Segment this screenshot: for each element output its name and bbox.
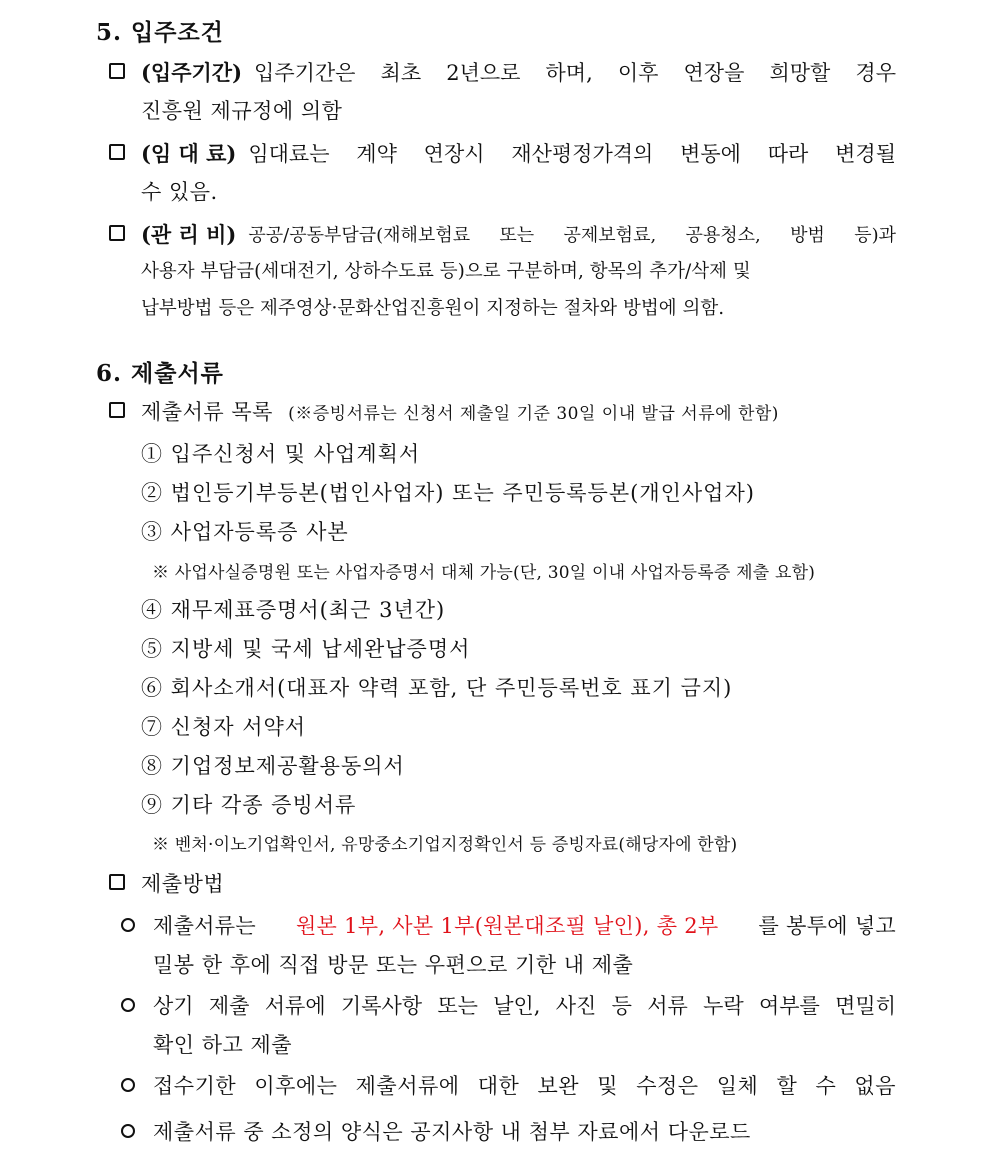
checkbox-square-icon — [109, 874, 125, 890]
method-1-line — [153, 910, 896, 940]
maintenance-fee-text: 공공/공동부담금(재해보험료 또는 공제보험료, 공용청소, 방범 등)과 — [248, 225, 896, 246]
rent-label: (임 대 료) — [141, 141, 237, 166]
document-item-1: ① 입주신청서 및 사업계획서 — [141, 442, 421, 466]
occupancy-period-line — [141, 57, 896, 87]
method-1-highlight: 원본 1부, 사본 1부(원본대조필 날인), 총 2부 — [295, 914, 719, 938]
document-item-5: ⑤ 지방세 및 국세 납세완납증명서 — [141, 637, 471, 661]
occupancy-period-text: 입주기간은 최초 2년으로 하며, 이후 연장을 희망할 경우 — [254, 61, 896, 85]
circle-bullet-icon — [121, 918, 135, 932]
document-item-7: ⑦ 신청자 서약서 — [141, 715, 307, 739]
occupancy-period-label: (입주기간) — [141, 60, 243, 85]
document-list-note: (※증빙서류는 신청서 제출일 기준 30일 이내 발급 서류에 한함) — [288, 404, 779, 424]
occupancy-period-text-2: 진흥원 제규정에 의함 — [141, 99, 343, 123]
document-item-9: ⑨ 기타 각종 증빙서류 — [141, 793, 357, 817]
circle-bullet-icon — [121, 998, 135, 1012]
method-1-pre: 제출서류는 — [153, 914, 256, 938]
method-2-line-2: 확인 하고 제출 — [153, 1033, 293, 1057]
method-4-line: 제출서류 중 소정의 양식은 공지사항 내 첨부 자료에서 다운로드 — [153, 1120, 751, 1144]
method-1-post: 를 봉투에 넣고 — [758, 914, 896, 938]
submission-method-heading: 제출방법 — [141, 872, 225, 896]
document-item-3: ③ 사업자등록증 사본 — [141, 520, 349, 544]
section-5-title: 5. 입주조건 — [96, 19, 224, 46]
method-1-line-2: 밀봉 한 후에 직접 방문 또는 우편으로 기한 내 제출 — [153, 953, 634, 977]
circle-bullet-icon — [121, 1124, 135, 1138]
checkbox-square-icon — [109, 63, 125, 79]
method-3-line: 접수기한 이후에는 제출서류에 대한 보완 및 수정은 일체 할 수 없음 — [153, 1074, 896, 1098]
maintenance-fee-line — [141, 219, 896, 249]
checkbox-square-icon — [109, 225, 125, 241]
document-item-6: ⑥ 회사소개서(대표자 약력 포함, 단 주민등록번호 표기 금지) — [141, 676, 733, 700]
rent-text-2: 수 있음. — [141, 180, 218, 204]
rent-text: 임대료는 계약 연장시 재산평정가격의 변동에 따라 변경될 — [248, 142, 896, 166]
method-2-line: 상기 제출 서류에 기록사항 또는 날인, 사진 등 서류 누락 여부를 면밀히 — [153, 994, 896, 1018]
checkbox-square-icon — [109, 402, 125, 418]
section-6-title: 6. 제출서류 — [96, 360, 224, 387]
document-item-4: ④ 재무제표증명서(최근 3년간) — [141, 598, 446, 622]
checkbox-square-icon — [109, 144, 125, 160]
maintenance-fee-text-2: 사용자 부담금(세대전기, 상하수도료 등)으로 구분하며, 항목의 추가/삭제 및 — [141, 261, 751, 282]
rent-line — [141, 138, 896, 168]
document-list-heading-line — [141, 396, 779, 426]
document-item-8: ⑧ 기업정보제공활용동의서 — [141, 754, 405, 778]
document-list-heading: 제출서류 목록 — [141, 400, 273, 424]
document-note-1: ※ 사업사실증명원 또는 사업자증명서 대체 가능(단, 30일 이내 사업자등록증 제출 요함) — [152, 563, 816, 583]
maintenance-fee-text-3: 납부방법 등은 제주영상·문화산업진흥원이 지정하는 절차와 방법에 의함. — [141, 298, 725, 319]
maintenance-fee-label: (관 리 비) — [141, 222, 237, 247]
document-note-2: ※ 벤처·이노기업확인서, 유망중소기업지정확인서 등 증빙자료(해당자에 한함) — [152, 835, 738, 855]
circle-bullet-icon — [121, 1078, 135, 1092]
document-item-2: ② 법인등기부등본(법인사업자) 또는 주민등록등본(개인사업자) — [141, 481, 755, 505]
